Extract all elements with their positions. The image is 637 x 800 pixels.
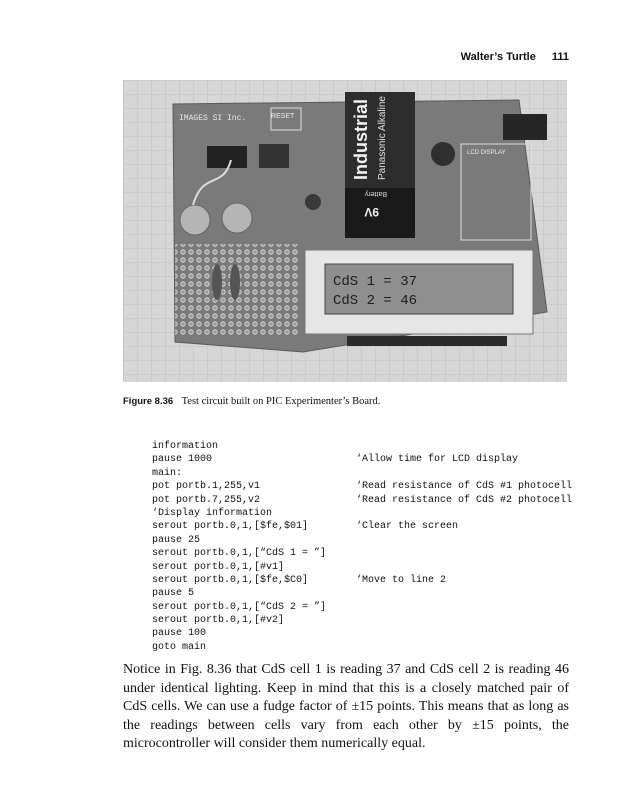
photocell-leg-1: [212, 264, 222, 300]
code-statement: serout portb.0,1,[#v1]: [152, 561, 285, 573]
code-statement: serout portb.0,1,[#v2]: [152, 615, 285, 627]
code-statement: pot portb.1,255,v1: [152, 481, 261, 493]
code-line: [152, 467, 582, 480]
nine-volt-battery: [345, 92, 415, 238]
code-comment: ‘Clear the screen: [356, 521, 459, 533]
code-line: [152, 614, 582, 627]
figure-label: Figure 8.36: [123, 396, 174, 407]
code-statement: pot portb.7,255,v2: [152, 494, 261, 506]
code-statement: main:: [152, 467, 183, 479]
code-line: [152, 453, 582, 466]
code-statement: information: [152, 441, 219, 452]
running-title: Walter’s Turtle: [460, 51, 536, 63]
code-line: [152, 574, 582, 587]
code-comment: ‘Read resistance of CdS #2 photocell: [356, 494, 573, 506]
code-comment: ‘Read resistance of CdS #1 photocell: [356, 481, 573, 493]
board-silkscreen-label: IMAGES SI Inc.: [179, 114, 247, 123]
lcd-line-2: CdS 2 = 46: [333, 293, 418, 309]
code-comment: ‘Allow time for LCD display: [356, 454, 519, 466]
code-statement: pause 5: [152, 588, 195, 600]
page-number: 111: [551, 51, 569, 63]
electrolytic-capacitor: [305, 194, 321, 210]
reset-label: RESET: [271, 113, 295, 120]
code-statement: serout portb.0,1,[$fe,$01]: [152, 521, 309, 533]
body-paragraph: Notice in Fig. 8.36 that CdS cell 1 is reading 37 and CdS cell 2 is reading 46 under identical lighting. Keep in mind that this is a closely matched pair of CdS cells. We can use a fudge factor of ±15 points. This means that as long as the readings between cells vary from each other by ±15 points, the microcontroller will consider them numerically equal.: [123, 662, 569, 751]
code-statement: goto main: [152, 641, 207, 653]
photocell-leg-2: [230, 264, 240, 300]
voltage-regulator: [259, 144, 289, 168]
code-line: [152, 547, 582, 560]
battery-voltage-text: 9V: [364, 205, 379, 219]
code-line: [152, 440, 582, 453]
code-line: [152, 520, 582, 533]
lcd-header-pins: [347, 336, 507, 346]
code-line: [152, 480, 582, 493]
power-jack: [503, 114, 547, 140]
lcd-panel-title: LCD DISPLAY: [467, 150, 506, 156]
figure-caption-text: Test circuit built on PIC Experimenter’s Board.: [181, 396, 381, 407]
code-statement: pause 25: [152, 534, 201, 546]
battery-line-text: Panasonic Alkaline: [377, 96, 388, 180]
cds-cell-2: [222, 203, 252, 233]
code-listing: [152, 440, 582, 654]
code-line: [152, 587, 582, 600]
figure-photo: [123, 80, 567, 382]
code-statement: ‘Display information: [152, 507, 273, 519]
code-line: [152, 601, 582, 614]
code-line: [152, 534, 582, 547]
figure-caption: [123, 396, 380, 407]
microcontroller-chip: [207, 146, 247, 168]
code-comment: ‘Move to line 2: [356, 574, 447, 586]
cds-cell-1: [180, 205, 210, 235]
code-line: [152, 507, 582, 520]
code-statement: serout portb.0,1,[$fe,$C0]: [152, 574, 309, 586]
code-statement: serout portb.0,1,[“CdS 2 = ”]: [152, 601, 327, 613]
running-header: [461, 51, 569, 63]
code-statement: pause 1000: [152, 454, 213, 466]
circuit-board-photo: [123, 80, 567, 382]
code-statement: serout portb.0,1,[“CdS 1 = ”]: [152, 548, 327, 560]
capacitor: [431, 142, 455, 166]
code-line: [152, 641, 582, 654]
battery-brand-text: Industrial: [351, 98, 371, 180]
code-line: [152, 561, 582, 574]
code-statement: pause 100: [152, 628, 207, 640]
code-line: [152, 627, 582, 640]
lcd-line-1: CdS 1 = 37: [333, 274, 418, 290]
code-line: [152, 494, 582, 507]
battery-word-text: Battery: [364, 190, 387, 197]
